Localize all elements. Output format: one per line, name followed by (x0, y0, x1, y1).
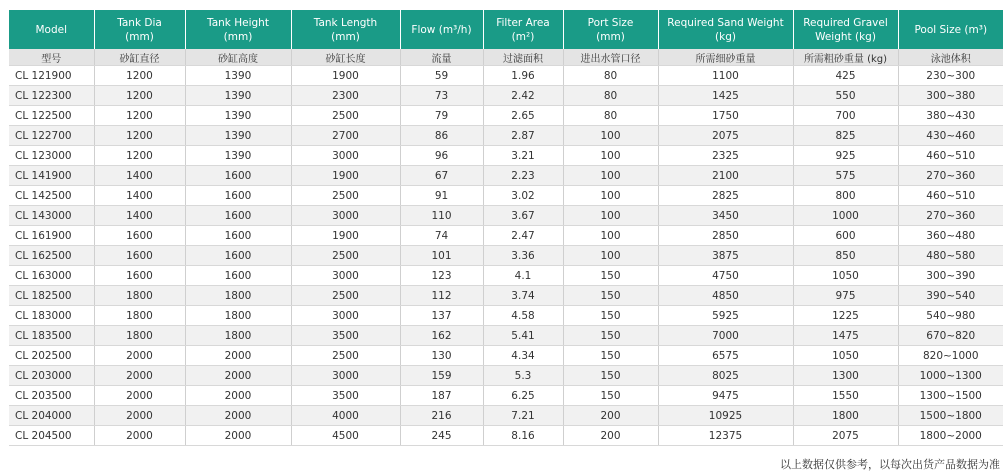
table-cell: 3000 (291, 146, 400, 166)
table-cell: 825 (793, 126, 898, 146)
table-cell: 1000~1300 (898, 366, 1003, 386)
column-header-cn: 进出水管口径 (563, 49, 658, 66)
table-cell: 4850 (658, 286, 793, 306)
table-cell: 1600 (185, 246, 291, 266)
model-cell: CL 141900 (9, 166, 94, 186)
table-cell: 2700 (291, 126, 400, 146)
model-cell: CL 142500 (9, 186, 94, 206)
table-cell: 1600 (94, 226, 185, 246)
table-cell: 3500 (291, 386, 400, 406)
table-row (9, 306, 1003, 326)
table-cell: 7000 (658, 326, 793, 346)
table-cell: 150 (563, 266, 658, 286)
table-cell: 2300 (291, 86, 400, 106)
table-cell: 7.21 (483, 406, 563, 426)
table-cell: 150 (563, 346, 658, 366)
column-header: Tank Height (mm) (185, 10, 291, 49)
column-header: Tank Dia (mm) (94, 10, 185, 49)
table-cell: 1900 (291, 166, 400, 186)
table-cell: 4750 (658, 266, 793, 286)
table-cell: 150 (563, 306, 658, 326)
table-cell: 1500~1800 (898, 406, 1003, 426)
table-cell: 1390 (185, 146, 291, 166)
table-cell: 1750 (658, 106, 793, 126)
table-cell: 1200 (94, 86, 185, 106)
table-cell: 1390 (185, 66, 291, 86)
table-cell: 8025 (658, 366, 793, 386)
model-cell: CL 183500 (9, 326, 94, 346)
table-cell: 2000 (185, 346, 291, 366)
column-header-cn: 所需细砂重量 (658, 49, 793, 66)
table-cell: 230~300 (898, 66, 1003, 86)
table-cell: 425 (793, 66, 898, 86)
table-row (9, 86, 1003, 106)
column-header-cn: 所需粗砂重量 (kg) (793, 49, 898, 66)
table-cell: 300~380 (898, 86, 1003, 106)
table-cell: 1800 (185, 306, 291, 326)
model-cell: CL 121900 (9, 66, 94, 86)
column-header-cn: 砂缸高度 (185, 49, 291, 66)
table-cell: 200 (563, 426, 658, 446)
table-cell: 670~820 (898, 326, 1003, 346)
table-cell: 1550 (793, 386, 898, 406)
table-cell: 2075 (793, 426, 898, 446)
table-cell: 2100 (658, 166, 793, 186)
table-cell: 159 (400, 366, 483, 386)
table-cell: 2000 (185, 406, 291, 426)
table-cell: 2850 (658, 226, 793, 246)
table-cell: 3.02 (483, 186, 563, 206)
table-cell: 59 (400, 66, 483, 86)
table-cell: 79 (400, 106, 483, 126)
table-cell: 4500 (291, 426, 400, 446)
column-header-cn: 流量 (400, 49, 483, 66)
model-cell: CL 122300 (9, 86, 94, 106)
table-cell: 1390 (185, 106, 291, 126)
model-cell: CL 204000 (9, 406, 94, 426)
table-cell: 2000 (185, 366, 291, 386)
table-cell: 2000 (94, 346, 185, 366)
table-cell: 1800 (94, 326, 185, 346)
table-cell: 480~580 (898, 246, 1003, 266)
table-cell: 1390 (185, 86, 291, 106)
table-cell: 2500 (291, 106, 400, 126)
table-cell: 3000 (291, 206, 400, 226)
table-cell: 4.1 (483, 266, 563, 286)
table-cell: 3.67 (483, 206, 563, 226)
model-cell: CL 143000 (9, 206, 94, 226)
table-cell: 360~480 (898, 226, 1003, 246)
table-cell: 2000 (94, 426, 185, 446)
table-cell: 1800 (185, 326, 291, 346)
table-cell: 4000 (291, 406, 400, 426)
table-cell: 100 (563, 186, 658, 206)
table-row (9, 106, 1003, 126)
table-cell: 430~460 (898, 126, 1003, 146)
table-cell: 4.34 (483, 346, 563, 366)
table-cell: 1800 (94, 306, 185, 326)
table-cell: 600 (793, 226, 898, 246)
table-cell: 5925 (658, 306, 793, 326)
table-cell: 1300~1500 (898, 386, 1003, 406)
table-row (9, 426, 1003, 446)
table-cell: 1200 (94, 106, 185, 126)
model-cell: CL 203500 (9, 386, 94, 406)
table-cell: 975 (793, 286, 898, 306)
column-header: Port Size (mm) (563, 10, 658, 49)
table-cell: 80 (563, 86, 658, 106)
table-cell: 5.41 (483, 326, 563, 346)
table-cell: 575 (793, 166, 898, 186)
table-cell: 1800~2000 (898, 426, 1003, 446)
table-cell: 150 (563, 326, 658, 346)
model-cell: CL 202500 (9, 346, 94, 366)
table-cell: 550 (793, 86, 898, 106)
model-cell: CL 182500 (9, 286, 94, 306)
table-row (9, 326, 1003, 346)
table-cell: 1400 (94, 186, 185, 206)
column-header: Filter Area (m²) (483, 10, 563, 49)
table-cell: 1200 (94, 146, 185, 166)
table-cell: 1900 (291, 66, 400, 86)
table-cell: 2000 (94, 366, 185, 386)
table-cell: 3.36 (483, 246, 563, 266)
table-cell: 1300 (793, 366, 898, 386)
column-header: Model (9, 10, 94, 49)
table-cell: 123 (400, 266, 483, 286)
table-cell: 6575 (658, 346, 793, 366)
table-row (9, 406, 1003, 426)
model-cell: CL 163000 (9, 266, 94, 286)
table-cell: 1400 (94, 166, 185, 186)
table-cell: 4.58 (483, 306, 563, 326)
model-cell: CL 162500 (9, 246, 94, 266)
table-cell: 12375 (658, 426, 793, 446)
column-header-cn: 过滤面积 (483, 49, 563, 66)
table-cell: 2.42 (483, 86, 563, 106)
table-cell: 800 (793, 186, 898, 206)
column-header-cn: 型号 (9, 49, 94, 66)
column-header: Tank Length (mm) (291, 10, 400, 49)
table-cell: 2.65 (483, 106, 563, 126)
table-cell: 245 (400, 426, 483, 446)
table-cell: 3875 (658, 246, 793, 266)
table-cell: 110 (400, 206, 483, 226)
table-cell: 112 (400, 286, 483, 306)
table-row (9, 266, 1003, 286)
table-cell: 1200 (94, 126, 185, 146)
model-cell: CL 183000 (9, 306, 94, 326)
table-cell: 1.96 (483, 66, 563, 86)
table-cell: 1600 (185, 166, 291, 186)
table-cell: 1390 (185, 126, 291, 146)
table-cell: 9475 (658, 386, 793, 406)
table-cell: 100 (563, 246, 658, 266)
table-cell: 1600 (185, 206, 291, 226)
table-cell: 1600 (185, 186, 291, 206)
column-header-cn: 砂缸直径 (94, 49, 185, 66)
table-cell: 1475 (793, 326, 898, 346)
table-cell: 1425 (658, 86, 793, 106)
table-cell: 2500 (291, 186, 400, 206)
table-cell: 390~540 (898, 286, 1003, 306)
table-cell: 150 (563, 286, 658, 306)
table-cell: 1800 (793, 406, 898, 426)
table-cell: 3000 (291, 306, 400, 326)
table-row (9, 206, 1003, 226)
table-cell: 216 (400, 406, 483, 426)
table-cell: 2000 (185, 386, 291, 406)
table-cell: 1050 (793, 346, 898, 366)
table-cell: 460~510 (898, 146, 1003, 166)
table-cell: 300~390 (898, 266, 1003, 286)
table-cell: 130 (400, 346, 483, 366)
table-row (9, 226, 1003, 246)
table-cell: 2075 (658, 126, 793, 146)
table-cell: 1050 (793, 266, 898, 286)
table-cell: 2500 (291, 346, 400, 366)
table-cell: 91 (400, 186, 483, 206)
table-cell: 6.25 (483, 386, 563, 406)
table-row (9, 386, 1003, 406)
table-cell: 200 (563, 406, 658, 426)
footnote: 以上数据仅供参考，以每次出货产品数据为准 (780, 458, 1000, 471)
table-cell: 2500 (291, 246, 400, 266)
table-row (9, 286, 1003, 306)
table-cell: 96 (400, 146, 483, 166)
column-header: Required Gravel Weight (kg) (793, 10, 898, 49)
table-cell: 1225 (793, 306, 898, 326)
table-cell: 2325 (658, 146, 793, 166)
table-cell: 100 (563, 226, 658, 246)
table-cell: 1800 (94, 286, 185, 306)
model-cell: CL 203000 (9, 366, 94, 386)
table-cell: 162 (400, 326, 483, 346)
table-body (9, 66, 1003, 446)
table-cell: 3000 (291, 266, 400, 286)
table-cell: 80 (563, 106, 658, 126)
table-cell: 1600 (94, 266, 185, 286)
table-cell: 67 (400, 166, 483, 186)
table-cell: 100 (563, 126, 658, 146)
table-cell: 2000 (94, 406, 185, 426)
table-cell: 3500 (291, 326, 400, 346)
column-header-cn: 砂缸长度 (291, 49, 400, 66)
table-cell: 850 (793, 246, 898, 266)
table-row (9, 246, 1003, 266)
column-header: Required Sand Weight (kg) (658, 10, 793, 49)
table-cell: 3450 (658, 206, 793, 226)
table-cell: 80 (563, 66, 658, 86)
table-cell: 1400 (94, 206, 185, 226)
table-cell: 2000 (94, 386, 185, 406)
table-cell: 187 (400, 386, 483, 406)
table-cell: 2500 (291, 286, 400, 306)
table-cell: 101 (400, 246, 483, 266)
table-cell: 380~430 (898, 106, 1003, 126)
spec-table (9, 10, 1003, 446)
table-cell: 10925 (658, 406, 793, 426)
table-cell: 1600 (185, 266, 291, 286)
model-cell: CL 122500 (9, 106, 94, 126)
table-cell: 2.87 (483, 126, 563, 146)
table-cell: 2825 (658, 186, 793, 206)
table-cell: 5.3 (483, 366, 563, 386)
table-cell: 86 (400, 126, 483, 146)
table-cell: 540~980 (898, 306, 1003, 326)
table-row (9, 146, 1003, 166)
table-cell: 2.23 (483, 166, 563, 186)
column-header-cn: 泳池体积 (898, 49, 1003, 66)
table-cell: 1100 (658, 66, 793, 86)
table-cell: 1900 (291, 226, 400, 246)
table-row (9, 186, 1003, 206)
table-cell: 1600 (185, 226, 291, 246)
table-row (9, 366, 1003, 386)
table-cell: 73 (400, 86, 483, 106)
column-header: Flow (m³/h) (400, 10, 483, 49)
table-cell: 1000 (793, 206, 898, 226)
table-cell: 1200 (94, 66, 185, 86)
table-cell: 925 (793, 146, 898, 166)
table-cell: 3000 (291, 366, 400, 386)
table-row (9, 346, 1003, 366)
header-row (9, 10, 1003, 49)
model-cell: CL 161900 (9, 226, 94, 246)
table-cell: 3.21 (483, 146, 563, 166)
table-cell: 460~510 (898, 186, 1003, 206)
table-cell: 74 (400, 226, 483, 246)
table-cell: 2000 (185, 426, 291, 446)
model-cell: CL 122700 (9, 126, 94, 146)
table-cell: 8.16 (483, 426, 563, 446)
table-cell: 150 (563, 386, 658, 406)
table-cell: 100 (563, 146, 658, 166)
table-cell: 700 (793, 106, 898, 126)
table-row (9, 166, 1003, 186)
table-cell: 3.74 (483, 286, 563, 306)
table-row (9, 66, 1003, 86)
table-cell: 2.47 (483, 226, 563, 246)
table-cell: 270~360 (898, 206, 1003, 226)
table-cell: 1600 (94, 246, 185, 266)
chinese-header-row (9, 49, 1003, 66)
model-cell: CL 123000 (9, 146, 94, 166)
table-cell: 137 (400, 306, 483, 326)
table-cell: 150 (563, 366, 658, 386)
table-cell: 100 (563, 166, 658, 186)
table-cell: 820~1000 (898, 346, 1003, 366)
table-cell: 100 (563, 206, 658, 226)
table-cell: 1800 (185, 286, 291, 306)
table-row (9, 126, 1003, 146)
table-cell: 270~360 (898, 166, 1003, 186)
model-cell: CL 204500 (9, 426, 94, 446)
column-header: Pool Size (m³) (898, 10, 1003, 49)
